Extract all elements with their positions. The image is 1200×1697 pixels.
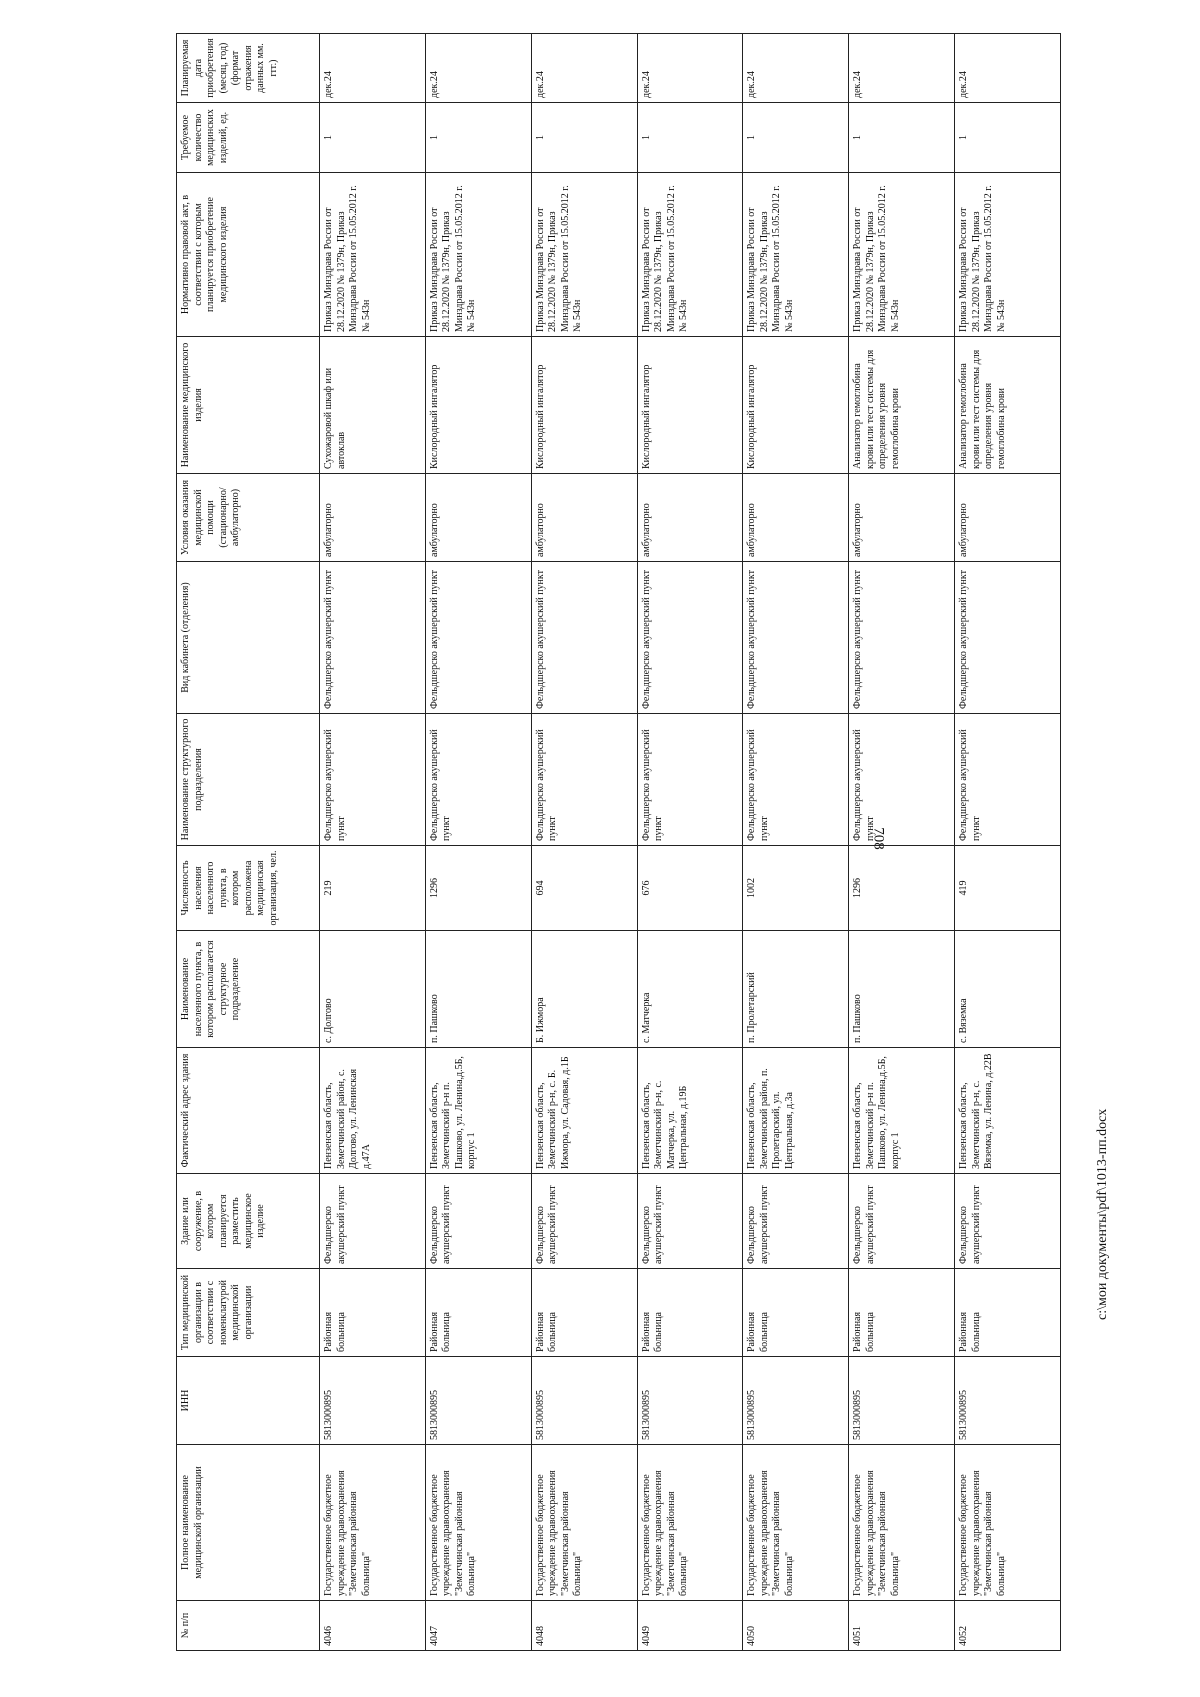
table-cell: 5813000895 xyxy=(320,1357,426,1445)
table-cell: амбулаторно xyxy=(320,474,426,562)
table-row xyxy=(320,34,426,1651)
table-cell: дек.24 xyxy=(425,34,531,103)
table-cell: амбулаторно xyxy=(743,474,849,562)
table-cell: Фельдшерско акушерский пункт xyxy=(743,714,849,846)
table-cell: 5813000895 xyxy=(955,1357,1061,1445)
table-cell: Фельдшерско акушерский пункт xyxy=(320,714,426,846)
table-cell: Приказ Минздрава России от 28.12.2020 № 1379н, Приказ Минздрава России от 15.05.2012 г. № 543н xyxy=(849,173,955,337)
table-cell: Приказ Минздрава России от 28.12.2020 № 1379н, Приказ Минздрава России от 15.05.2012 г. № 543н xyxy=(955,173,1061,337)
table-cell: Анализатор гемоглобина крови или тест системы для определения уровня гемоглобина крови xyxy=(955,337,1061,474)
table-cell: Пензенская область, Земетчинский р-н, с. Матчерка, ул. Центральная, д.19Б xyxy=(637,1048,743,1174)
table-row xyxy=(637,34,743,1651)
table-cell: Районная больница xyxy=(849,1269,955,1357)
table-cell: 1296 xyxy=(849,846,955,931)
table-cell: Фельдшерско акушерский пункт xyxy=(425,562,531,714)
table-cell: дек.24 xyxy=(849,34,955,103)
table-cell: Фельдшерско акушерский пункт xyxy=(955,1174,1061,1269)
table-cell: 1 xyxy=(531,103,637,173)
header-cell: Наименование структурного подразделения xyxy=(177,714,320,846)
table-row xyxy=(743,34,849,1651)
header-cell: № п/п xyxy=(177,1601,320,1651)
table-cell: амбулаторно xyxy=(849,474,955,562)
table-cell: амбулаторно xyxy=(531,474,637,562)
document-sheet xyxy=(176,34,1061,1651)
table-cell: дек.24 xyxy=(743,34,849,103)
table-cell: Пензенская область, Земетчинский район, п. Пролетарский, ул. Центральная, д.3а xyxy=(743,1048,849,1174)
table-cell: Фельдшерско акушерский пункт xyxy=(743,1174,849,1269)
table-cell: Фельдшерско акушерский пункт xyxy=(531,1174,637,1269)
table-cell: 676 xyxy=(637,846,743,931)
table-cell: с. Вяземка xyxy=(955,931,1061,1048)
table-cell: Государственное бюджетное учреждение здравоохранения "Земетчинская районная больница" xyxy=(743,1445,849,1601)
table-cell: Фельдшерско акушерский пункт xyxy=(531,714,637,846)
table-cell: Сухожаровой шкаф или автоклав xyxy=(320,337,426,474)
table-cell: Фельдшерско акушерский пункт xyxy=(849,714,955,846)
table-cell: амбулаторно xyxy=(955,474,1061,562)
table-cell: 4049 xyxy=(637,1601,743,1651)
header-cell: Численность населения населенного пункта, в котором расположена медицинская организация, чел. xyxy=(177,846,320,931)
table-cell: 419 xyxy=(955,846,1061,931)
header-cell: Условия оказания медицинской помощи (стационарно/ амбулаторно) xyxy=(177,474,320,562)
table-cell: 1 xyxy=(425,103,531,173)
table-cell: Пензенская область, Земетчинский район, с. Долгово, ул. Ленинская д.47А xyxy=(320,1048,426,1174)
table-cell: 5813000895 xyxy=(743,1357,849,1445)
table-cell: Государственное бюджетное учреждение здравоохранения "Земетчинская районная больница" xyxy=(849,1445,955,1601)
table-cell: 1 xyxy=(743,103,849,173)
table-cell: 4048 xyxy=(531,1601,637,1651)
table-cell: 4052 xyxy=(955,1601,1061,1651)
footer-file-path: c:\мои документы\pdf\1013-пп.docx xyxy=(1095,1108,1110,1320)
table-cell: Кислородный ингалятор xyxy=(637,337,743,474)
table-cell: 4050 xyxy=(743,1601,849,1651)
table-cell: Фельдшерско акушерский пункт xyxy=(637,714,743,846)
table-cell: Фельдшерско акушерский пункт xyxy=(425,1174,531,1269)
table-cell: Фельдшерско акушерский пункт xyxy=(637,1174,743,1269)
table-cell: Фельдшерско акушерский пункт xyxy=(849,1174,955,1269)
table-cell: амбулаторно xyxy=(425,474,531,562)
table-cell: Фельдшерско акушерский пункт xyxy=(637,562,743,714)
header-cell: Наименование медицинского изделия xyxy=(177,337,320,474)
table-cell: 1 xyxy=(320,103,426,173)
page-number: 708 xyxy=(870,827,887,850)
table-row xyxy=(531,34,637,1651)
table-row xyxy=(425,34,531,1651)
table-cell: дек.24 xyxy=(531,34,637,103)
header-cell: Наименование населенного пункта, в котором располагается структурное подразделение xyxy=(177,931,320,1048)
table-cell: Пензенская область, Земетчинский р-н, с. Вяземка, ул. Ленина, д.22В xyxy=(955,1048,1061,1174)
table-cell: Государственное бюджетное учреждение здравоохранения "Земетчинская районная больница" xyxy=(425,1445,531,1601)
table-cell: Фельдшерско акушерский пункт xyxy=(425,714,531,846)
header-cell: Планируемая дата приобретения (месяц, год) (формат отражения данных мм. ггг.) xyxy=(177,34,320,103)
table-cell: 1 xyxy=(849,103,955,173)
table-cell: 4047 xyxy=(425,1601,531,1651)
table-cell: Фельдшерско акушерский пункт xyxy=(320,1174,426,1269)
table-cell: Фельдшерско акушерский пункт xyxy=(955,714,1061,846)
table-cell: 219 xyxy=(320,846,426,931)
table-cell: 4051 xyxy=(849,1601,955,1651)
table-cell: Приказ Минздрава России от 28.12.2020 № 1379н, Приказ Минздрава России от 15.05.2012 г. № 543н xyxy=(743,173,849,337)
table-cell: амбулаторно xyxy=(637,474,743,562)
table-cell: Районная больница xyxy=(637,1269,743,1357)
table-cell: Приказ Минздрава России от 28.12.2020 № 1379н, Приказ Минздрава России от 15.05.2012 г. № 543н xyxy=(320,173,426,337)
table-cell: Фельдшерско акушерский пункт xyxy=(531,562,637,714)
header-cell: Полное наименование медицинской организации xyxy=(177,1445,320,1601)
table-cell: 4046 xyxy=(320,1601,426,1651)
table-cell: дек.24 xyxy=(637,34,743,103)
table-cell: Районная больница xyxy=(743,1269,849,1357)
table-row xyxy=(955,34,1061,1651)
table-cell: Пензенская область, Земетчинский р-н, с. Б. Ижмора, ул. Садовая, д.1Б xyxy=(531,1048,637,1174)
table-cell: Приказ Минздрава России от 28.12.2020 № 1379н, Приказ Минздрава России от 15.05.2012 г. № 543н xyxy=(637,173,743,337)
table-cell: с. Матчерка xyxy=(637,931,743,1048)
table-cell: 1 xyxy=(637,103,743,173)
table-cell: дек.24 xyxy=(955,34,1061,103)
table-cell: Кислородный ингалятор xyxy=(743,337,849,474)
table-cell: 1296 xyxy=(425,846,531,931)
table-cell: Государственное бюджетное учреждение здравоохранения "Земетчинская районная больница" xyxy=(531,1445,637,1601)
table-cell: 1 xyxy=(955,103,1061,173)
table-cell: Государственное бюджетное учреждение здравоохранения "Земетчинская районная больница" xyxy=(320,1445,426,1601)
table-cell: п. Пролетарский xyxy=(743,931,849,1048)
header-cell: Фактический адрес здания xyxy=(177,1048,320,1174)
table-cell: Государственное бюджетное учреждение здравоохранения "Земетчинская районная больница" xyxy=(955,1445,1061,1601)
table-cell: п. Пашково xyxy=(425,931,531,1048)
table-cell: 1002 xyxy=(743,846,849,931)
table-cell: 694 xyxy=(531,846,637,931)
table-cell: Приказ Минздрава России от 28.12.2020 № 1379н, Приказ Минздрава России от 15.05.2012 г. № 543н xyxy=(531,173,637,337)
table-cell: Пензенская область, Земетчинский р-н п. Пашково, ул. Ленина,д.5Б, корпус 1 xyxy=(849,1048,955,1174)
table-cell: с. Долгово xyxy=(320,931,426,1048)
table-cell: Кислородный ингалятор xyxy=(531,337,637,474)
table-cell: 5813000895 xyxy=(531,1357,637,1445)
table-cell: 5813000895 xyxy=(425,1357,531,1445)
table-cell: 5813000895 xyxy=(849,1357,955,1445)
header-cell: Тип медицинской организации в соответствии с номенклатурой медицинской организации xyxy=(177,1269,320,1357)
table-cell: Районная больница xyxy=(531,1269,637,1357)
table-cell: Пензенская область, Земетчинский р-н п. Пашково, ул. Ленина,д.5Б, корпус 1 xyxy=(425,1048,531,1174)
table-cell: Приказ Минздрава России от 28.12.2020 № 1379н, Приказ Минздрава России от 15.05.2012 г. № 543н xyxy=(425,173,531,337)
table-row xyxy=(849,34,955,1651)
table-cell: Фельдшерско акушерский пункт xyxy=(849,562,955,714)
header-cell: Вид кабинета (отделения) xyxy=(177,562,320,714)
table-cell: дек.24 xyxy=(320,34,426,103)
table-cell: Фельдшерско акушерский пункт xyxy=(320,562,426,714)
table-body xyxy=(320,34,1061,1651)
table-cell: Анализатор гемоглобина крови или тест системы для определения уровня гемоглобина крови xyxy=(849,337,955,474)
table-cell: Б. Ижмора xyxy=(531,931,637,1048)
table-header-row xyxy=(177,34,320,1651)
header-cell: Нормативно правовой акт, в соответствии с которым планируется приобретение медицинского изделия xyxy=(177,173,320,337)
table-cell: Фельдшерско акушерский пункт xyxy=(743,562,849,714)
table-cell: Районная больница xyxy=(320,1269,426,1357)
table-cell: Районная больница xyxy=(425,1269,531,1357)
table-cell: 5813000895 xyxy=(637,1357,743,1445)
header-cell: ИНН xyxy=(177,1357,320,1445)
table-cell: Кислородный ингалятор xyxy=(425,337,531,474)
table-cell: Государственное бюджетное учреждение здравоохранения "Земетчинская районная больница" xyxy=(637,1445,743,1601)
table-cell: Районная больница xyxy=(955,1269,1061,1357)
table-cell: Фельдшерско акушерский пункт xyxy=(955,562,1061,714)
header-cell: Здание или сооружение, в котором планируется разместить медицинское изделие xyxy=(177,1174,320,1269)
medical-equipment-table xyxy=(176,33,1061,1651)
table-cell: п. Пашково xyxy=(849,931,955,1048)
header-cell: Требуемое количество медицинских изделий, ед. xyxy=(177,103,320,173)
